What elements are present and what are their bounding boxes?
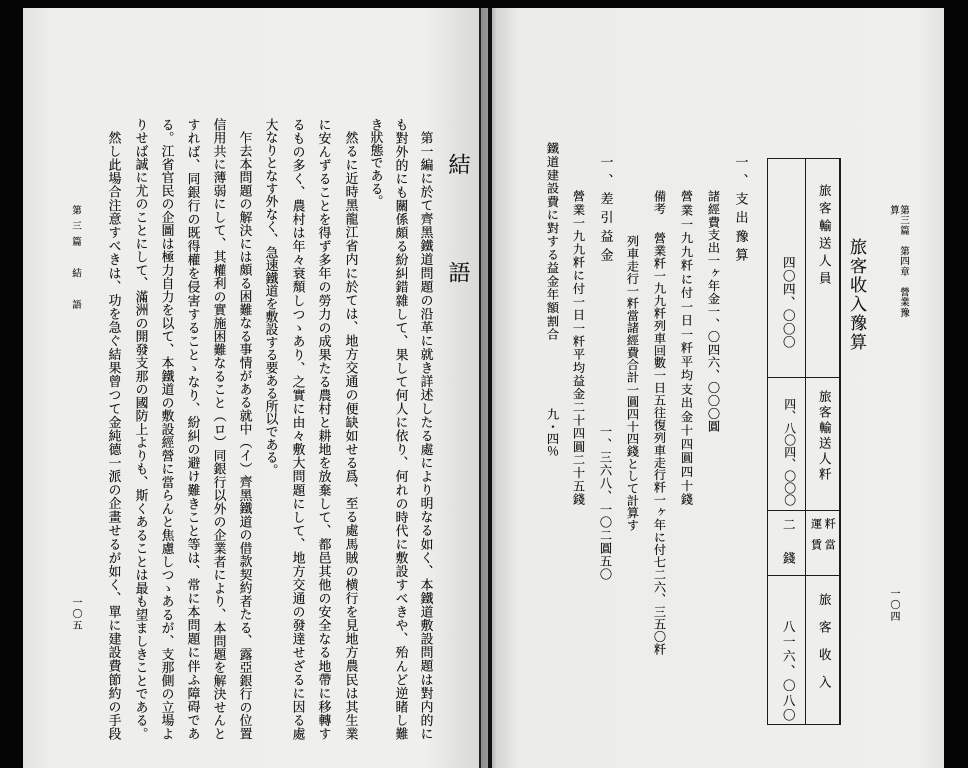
- left-page: [23, 8, 479, 768]
- text-column: 然し此場合注意すべきは、功を急ぐ結果曾つて金純德一派の企畫せるが如く、單に建設費節約の手段: [105, 131, 121, 740]
- table-row: [768, 575, 839, 724]
- text-column: 然るに近時黑龍江省内に於ては、地方交通の便缺如せる爲、至る處馬賊の横行を見地方農民は其生業: [342, 131, 358, 740]
- right-page: [496, 8, 944, 768]
- text-column: 乍去本問題の解決には頗る困難なる事情がある就中（イ）齊黑鐵道の借款契約者たる、露亞銀行の位置: [236, 131, 252, 740]
- ratio-label: 鐵道建設費に對する益金年額割合: [545, 142, 560, 340]
- note-label: 備考: [652, 190, 667, 215]
- text-column: 大なりとなす外なく、急速鐵道を敷設する要ある所以である。: [262, 118, 278, 477]
- text-column: に安んずることを得ず多年の勞力の成果たる農村と耕地を放棄して、都邑其他の安全なる地帶に移轉す: [315, 118, 331, 740]
- page-title: 旅客收入豫算: [846, 238, 866, 352]
- ratio-value: 九・四％: [545, 408, 560, 457]
- profit-line: 營業一九九粁に付一日一粁平均益金二十四圓二十五錢: [571, 190, 586, 505]
- text-column: 第一編に於て齊黑鐵道問題の沿革に就き詳述したる處により明なる如く、本鐵道敷設問題は對内的に: [417, 131, 433, 740]
- table-row-label: 旅客輸送人員: [817, 184, 833, 284]
- page-number: 一〇五: [70, 597, 81, 632]
- note-line: 營業粁一九九粁列車回數一日五往復列車走行粁一ヶ年に付七二六、三五〇粁: [652, 232, 667, 655]
- text-column: りせば誠に尤のことにして、滿洲の開發支那の國防上よりも、斯くあることは最も望ましきことである。: [132, 118, 148, 740]
- text-column: るもの多く、農村は年々衰頽しつゝあり、之實に由々敷大問題にして、地方交通の發達せざるに因る處: [289, 118, 305, 740]
- table-row-label: 粁當運賃: [809, 517, 837, 560]
- running-head: 第三篇 第四章 營業豫算: [888, 205, 909, 317]
- table-row-value: 四、八〇四、〇〇〇: [782, 397, 797, 506]
- text-column: すれば、同銀行の既得權を侵害することゝなり、紛糾の避け難きこと等は、常に本問題に伴ふ障碍であ: [184, 118, 200, 740]
- book-gutter: [479, 8, 496, 768]
- revenue-table: [767, 158, 841, 725]
- table-row-label: 旅客收入: [817, 592, 833, 688]
- table-row-label: 旅客輸送人粁: [817, 389, 833, 480]
- section-heading-profit: 一、差引益金: [597, 155, 613, 261]
- running-head: 第三篇 結 語: [70, 205, 81, 309]
- table-row-value: 二錢: [781, 517, 797, 564]
- page-number: 一〇四: [888, 588, 899, 623]
- table-row: [768, 377, 839, 511]
- text-column: き狀態である。: [367, 118, 383, 208]
- table-row: [768, 159, 839, 377]
- profit-amount: 一、三六八、一〇二圓五〇: [598, 425, 613, 580]
- section-heading-expenditure: 一、支出豫算: [732, 155, 748, 261]
- note-line: 列車走行一粁當諸經費合計一圓四十四錢として計算す: [625, 235, 640, 531]
- text-column: る。江省官民の企圖は極力自力を以て、本鐵道の敷設經營に當らんと焦慮しつゝあるが、支那側の立場よ: [158, 118, 174, 740]
- expenditure-line: 諸經費支出一ヶ年金一、〇四六、〇〇〇圓: [706, 190, 721, 432]
- text-column: も對外的にも關係頗る紛糾錯雜して、果して何人に依り、何れの時代に敷設すべきや、殆んど逆睹し難: [392, 118, 408, 740]
- text-column: 信用共に薄弱にして、其權利の實施困難なること（ロ）同銀行以外の企業者により、本問題を解決せんと: [210, 118, 226, 740]
- table-row-value: 八一六、〇八〇: [781, 619, 797, 721]
- expenditure-line: 營業一九九粁に付一日一粁平均支出金十四圓四十錢: [679, 190, 694, 505]
- table-row-value: 四〇四、〇〇〇: [781, 256, 797, 348]
- table-row: [768, 510, 839, 576]
- page-title: 結語: [445, 153, 470, 369]
